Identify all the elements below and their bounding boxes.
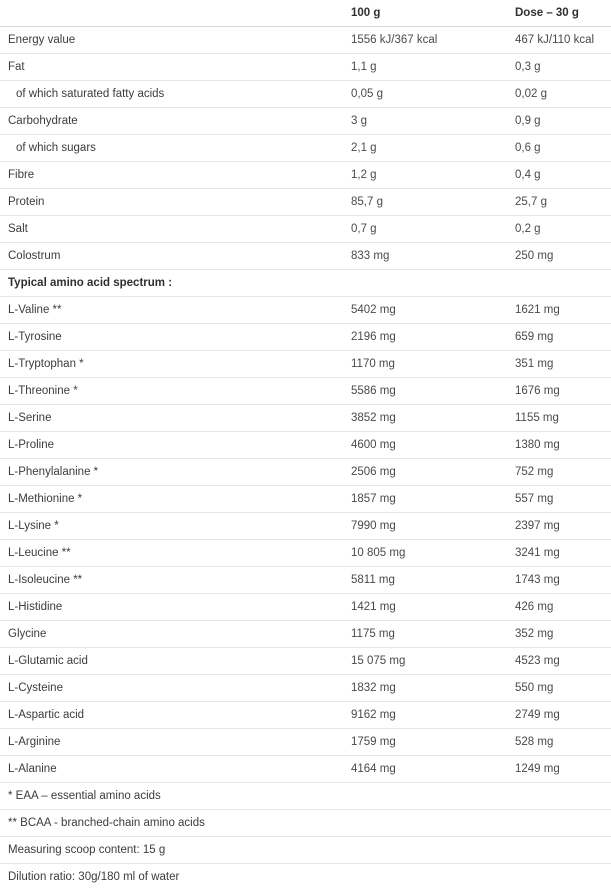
- table-row: [0, 486, 611, 513]
- row-label: L-Tryptophan *: [0, 351, 343, 378]
- row-value-dose: 4523 mg: [507, 648, 611, 675]
- column-header-nutrient: [0, 0, 343, 27]
- table-row: [0, 81, 611, 108]
- table-row: [0, 432, 611, 459]
- row-value-dose: 2749 mg: [507, 702, 611, 729]
- row-label: Measuring scoop content: 15 g: [0, 837, 611, 864]
- table-row: [0, 729, 611, 756]
- table-row: [0, 216, 611, 243]
- row-label: Typical amino acid spectrum :: [0, 270, 611, 297]
- table-row: [0, 837, 611, 864]
- table-header-row: [0, 0, 611, 27]
- row-value-dose: 1676 mg: [507, 378, 611, 405]
- row-value-100g: 15 075 mg: [343, 648, 507, 675]
- row-value-dose: 0,4 g: [507, 162, 611, 189]
- row-value-100g: 3 g: [343, 108, 507, 135]
- table-row: [0, 621, 611, 648]
- table-row: [0, 378, 611, 405]
- row-value-100g: 0,7 g: [343, 216, 507, 243]
- row-value-100g: 1556 kJ/367 kcal: [343, 27, 507, 54]
- row-value-100g: 1832 mg: [343, 675, 507, 702]
- table-row: [0, 702, 611, 729]
- row-value-dose: 25,7 g: [507, 189, 611, 216]
- row-label: L-Glutamic acid: [0, 648, 343, 675]
- row-label: L-Aspartic acid: [0, 702, 343, 729]
- table-row: [0, 243, 611, 270]
- table-row: [0, 783, 611, 810]
- row-label: L-Valine **: [0, 297, 343, 324]
- table-row: [0, 27, 611, 54]
- row-label: L-Methionine *: [0, 486, 343, 513]
- row-value-dose: 426 mg: [507, 594, 611, 621]
- row-value-100g: 2,1 g: [343, 135, 507, 162]
- row-value-100g: 4600 mg: [343, 432, 507, 459]
- row-value-100g: 2196 mg: [343, 324, 507, 351]
- row-value-dose: 0,3 g: [507, 54, 611, 81]
- row-value-dose: 1380 mg: [507, 432, 611, 459]
- row-value-dose: 528 mg: [507, 729, 611, 756]
- row-value-100g: 833 mg: [343, 243, 507, 270]
- row-value-dose: 2397 mg: [507, 513, 611, 540]
- table-row: [0, 270, 611, 297]
- row-value-100g: 5811 mg: [343, 567, 507, 594]
- row-label: L-Leucine **: [0, 540, 343, 567]
- row-value-100g: 1,1 g: [343, 54, 507, 81]
- row-value-100g: 10 805 mg: [343, 540, 507, 567]
- row-label: ** BCAA - branched-chain amino acids: [0, 810, 611, 837]
- table-row: [0, 324, 611, 351]
- table-row: [0, 405, 611, 432]
- table-header: [0, 0, 611, 27]
- row-value-dose: 351 mg: [507, 351, 611, 378]
- row-label: Salt: [0, 216, 343, 243]
- table-row: [0, 459, 611, 486]
- row-value-100g: 1857 mg: [343, 486, 507, 513]
- table-row: [0, 810, 611, 837]
- row-value-dose: 0,02 g: [507, 81, 611, 108]
- row-value-dose: 250 mg: [507, 243, 611, 270]
- row-label: L-Isoleucine **: [0, 567, 343, 594]
- row-value-100g: 1421 mg: [343, 594, 507, 621]
- table-row: [0, 108, 611, 135]
- row-label: L-Serine: [0, 405, 343, 432]
- row-value-dose: 1249 mg: [507, 756, 611, 783]
- row-value-dose: 352 mg: [507, 621, 611, 648]
- row-label: L-Lysine *: [0, 513, 343, 540]
- table-row: [0, 567, 611, 594]
- row-label: Fibre: [0, 162, 343, 189]
- row-label: Colostrum: [0, 243, 343, 270]
- row-value-dose: 467 kJ/110 kcal: [507, 27, 611, 54]
- row-label: L-Threonine *: [0, 378, 343, 405]
- table-row: [0, 513, 611, 540]
- row-value-dose: 0,9 g: [507, 108, 611, 135]
- row-label: of which sugars: [0, 135, 343, 162]
- row-value-100g: 9162 mg: [343, 702, 507, 729]
- column-header-per-100g: 100 g: [343, 0, 507, 27]
- row-value-100g: 5586 mg: [343, 378, 507, 405]
- row-label: Glycine: [0, 621, 343, 648]
- table-row: [0, 189, 611, 216]
- table-row: [0, 297, 611, 324]
- row-label: L-Arginine: [0, 729, 343, 756]
- row-value-100g: 85,7 g: [343, 189, 507, 216]
- row-value-100g: 0,05 g: [343, 81, 507, 108]
- table-row: [0, 864, 611, 890]
- row-value-100g: 5402 mg: [343, 297, 507, 324]
- row-value-dose: 557 mg: [507, 486, 611, 513]
- row-label: Carbohydrate: [0, 108, 343, 135]
- row-value-100g: 7990 mg: [343, 513, 507, 540]
- table-body: [0, 27, 611, 890]
- row-value-100g: 1175 mg: [343, 621, 507, 648]
- row-label: L-Tyrosine: [0, 324, 343, 351]
- table-row: [0, 594, 611, 621]
- row-label: L-Histidine: [0, 594, 343, 621]
- row-value-dose: 1621 mg: [507, 297, 611, 324]
- row-value-100g: 3852 mg: [343, 405, 507, 432]
- row-value-100g: 4164 mg: [343, 756, 507, 783]
- row-value-100g: 2506 mg: [343, 459, 507, 486]
- table-row: [0, 648, 611, 675]
- table-row: [0, 135, 611, 162]
- row-value-dose: 0,2 g: [507, 216, 611, 243]
- row-value-dose: 3241 mg: [507, 540, 611, 567]
- row-label: Fat: [0, 54, 343, 81]
- table-row: [0, 351, 611, 378]
- row-value-dose: 1743 mg: [507, 567, 611, 594]
- row-label: Energy value: [0, 27, 343, 54]
- table-row: [0, 54, 611, 81]
- row-label: of which saturated fatty acids: [0, 81, 343, 108]
- row-label: Protein: [0, 189, 343, 216]
- row-value-dose: 1155 mg: [507, 405, 611, 432]
- row-value-dose: 550 mg: [507, 675, 611, 702]
- row-label: L-Proline: [0, 432, 343, 459]
- row-value-100g: 1170 mg: [343, 351, 507, 378]
- row-value-dose: 659 mg: [507, 324, 611, 351]
- table-row: [0, 540, 611, 567]
- row-value-100g: 1,2 g: [343, 162, 507, 189]
- row-label: Dilution ratio: 30g/180 ml of water: [0, 864, 611, 890]
- row-label: L-Alanine: [0, 756, 343, 783]
- table-row: [0, 162, 611, 189]
- row-label: * EAA – essential amino acids: [0, 783, 611, 810]
- row-label: L-Cysteine: [0, 675, 343, 702]
- row-value-dose: 0,6 g: [507, 135, 611, 162]
- table-row: [0, 756, 611, 783]
- row-value-100g: 1759 mg: [343, 729, 507, 756]
- column-header-per-dose: Dose – 30 g: [507, 0, 611, 27]
- table-row: [0, 675, 611, 702]
- row-value-dose: 752 mg: [507, 459, 611, 486]
- row-label: L-Phenylalanine *: [0, 459, 343, 486]
